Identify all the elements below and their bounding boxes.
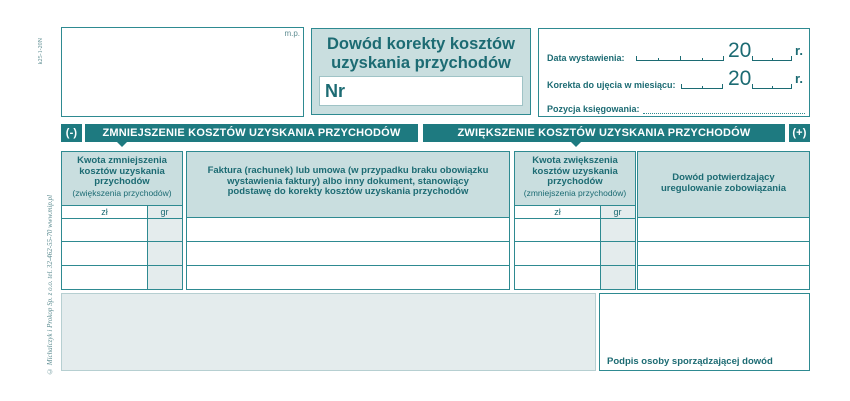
correction-year-suffix: r.: [795, 71, 803, 86]
title-box: [311, 28, 531, 115]
correction-year-field[interactable]: [752, 77, 792, 89]
invoice-row-1[interactable]: [187, 219, 509, 241]
decrease-zl-label: zł: [101, 207, 108, 217]
title-line-2: uzyskania przychodów: [331, 54, 511, 72]
info-box: [538, 28, 810, 117]
increase-bar-arrow: [571, 142, 581, 147]
decrease-row-3[interactable]: [62, 266, 182, 289]
date-century: 20: [728, 39, 752, 62]
correction-month-field[interactable]: [681, 77, 723, 89]
invoice-header: [187, 152, 509, 218]
form-code: k25-1-20N: [38, 38, 44, 65]
plus-marker: (+): [789, 124, 810, 142]
decrease-row-2[interactable]: [62, 242, 182, 265]
date-year-field[interactable]: [752, 49, 792, 61]
signature-box[interactable]: [599, 293, 810, 371]
stamp-label: m.p.: [284, 29, 300, 38]
proof-table: [637, 151, 810, 290]
increase-gr-label: gr: [613, 207, 622, 217]
minus-marker: (-): [61, 124, 82, 142]
date-year-suffix: r.: [795, 43, 803, 58]
date-label: Data wystawienia:: [547, 53, 625, 63]
proof-row-3[interactable]: [638, 266, 809, 289]
stamp-box: [61, 27, 304, 117]
decrease-amount-header: [62, 152, 182, 206]
increase-row-1[interactable]: [515, 219, 635, 241]
decrease-bar: ZMNIEJSZENIE KOSZTÓW UZYSKANIA PRZYCHODÓW: [85, 124, 418, 142]
document-title: [312, 35, 530, 73]
proof-header-text: Dowód potwierdzający uregulowanie zobowiązania: [660, 172, 787, 194]
increase-amount-header: [515, 152, 635, 206]
decrease-row-1[interactable]: [62, 219, 182, 241]
invoice-table: [186, 151, 510, 290]
posting-label: Pozycja księgowania:: [547, 104, 640, 114]
nr-label: Nr: [325, 81, 346, 101]
increase-zl-label: zł: [554, 207, 561, 217]
posting-field[interactable]: [643, 113, 805, 114]
decrease-amount-title: Kwota zmniejszenia kosztów uzyskania przychodów: [77, 155, 167, 187]
increase-amount-table: [514, 151, 636, 290]
proof-row-1[interactable]: [638, 219, 809, 241]
proof-header: [638, 152, 809, 218]
increase-row-3[interactable]: [515, 266, 635, 289]
correction-label: Korekta do ujęcia w miesiącu:: [547, 80, 676, 90]
decrease-amount-subtitle: (zwiększenia przychodów): [72, 187, 172, 198]
decrease-amount-table: [61, 151, 183, 290]
nr-field[interactable]: [319, 76, 523, 106]
decrease-gr-label: gr: [160, 207, 169, 217]
signature-label: Podpis osoby sporządzającej dowód: [607, 356, 773, 367]
proof-row-2[interactable]: [638, 242, 809, 265]
title-line-1: Dowód korekty kosztów: [327, 35, 515, 53]
increase-amount-title: Kwota zwiększenia kosztów uzyskania przychodów: [532, 155, 618, 187]
date-day-month-field[interactable]: [636, 49, 724, 61]
increase-row-2[interactable]: [515, 242, 635, 265]
invoice-row-3[interactable]: [187, 266, 509, 289]
invoice-row-2[interactable]: [187, 242, 509, 265]
publisher-info: © Michalczyk i Prokop Sp. z o.o. tel. 32-462-55-70 www.mip.pl: [46, 194, 54, 375]
notes-area[interactable]: [61, 293, 596, 371]
increase-bar: ZWIĘKSZENIE KOSZTÓW UZYSKANIA PRZYCHODÓW: [423, 124, 785, 142]
decrease-bar-arrow: [117, 142, 127, 147]
correction-century: 20: [728, 67, 752, 90]
increase-amount-subtitle: (zmniejszenia przychodów): [523, 187, 627, 198]
invoice-header-text: Faktura (rachunek) lub umowa (w przypadku braku obowiązku wystawienia faktury) albo inny dokument, stanowiący podstawę do korekty kosztów uzyskania przychodów: [207, 165, 489, 197]
